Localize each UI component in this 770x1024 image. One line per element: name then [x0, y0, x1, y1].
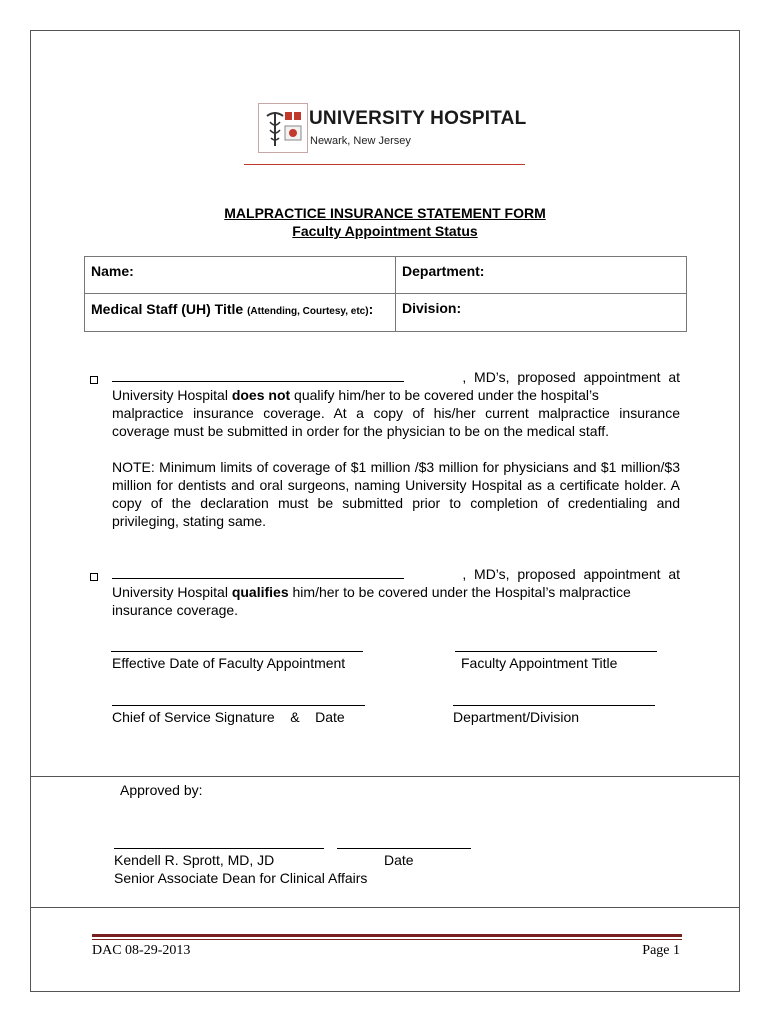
page-number: Page 1 [642, 943, 680, 958]
option1-rest: malpractice insurance coverage. At a copy of his/her current malpractice insurance coverage must be submitted in order for the physician to be on the medical staff. [112, 405, 680, 439]
name-label: Name: [91, 263, 134, 279]
dean-title: Senior Associate Dean for Clinical Affairs [114, 870, 368, 886]
staff-info-table [84, 256, 687, 332]
dept-division-label: Department/Division [453, 709, 580, 725]
physician-name-blank-1[interactable] [112, 369, 404, 382]
university-hospital-logo [258, 103, 527, 155]
form-subtitle: Faculty Appointment Status [292, 223, 478, 239]
qualifies-checkbox[interactable] [90, 573, 98, 581]
logo-wordmark: UNIVERSITY HOSPITAL [309, 108, 527, 129]
coverage-note: NOTE: Minimum limits of coverage of $1 million /$3 million for physicians and $1 million/$3 million for dentists and oral surgeons, naming University Hospital as a certificate holder. A copy of the declaration must be submitted prior to completion of credentialing and privileging, stating same. [112, 459, 680, 529]
dean-signature-line[interactable] [114, 848, 324, 849]
option2-line2-post: him/her to be covered under the Hospital’s malpractice [288, 584, 631, 600]
option2-line2-pre: University Hospital [112, 584, 232, 600]
effective-date-line[interactable] [111, 651, 363, 652]
option1-line2-pre: University Hospital [112, 387, 232, 403]
footer-rule-thin [92, 939, 682, 940]
division-field[interactable] [396, 294, 687, 332]
name-field[interactable] [85, 257, 396, 294]
footer-rule [92, 934, 682, 937]
does-not-qualify-checkbox[interactable] [90, 376, 98, 384]
chief-signature-line[interactable] [112, 705, 365, 706]
approval-date-line[interactable] [337, 848, 471, 849]
option1-line1-suffix: , MD’s, proposed appointment at [462, 369, 680, 385]
document-code: DAC 08-29-2013 [92, 943, 191, 958]
option-qualifies [112, 565, 680, 619]
department-label: Department: [402, 263, 485, 279]
dean-name: Kendell R. Sprott, MD, JD [114, 852, 275, 868]
option2-rest: insurance coverage. [112, 602, 239, 618]
staff-title-hint: (Attending, Courtesy, etc) [247, 306, 369, 317]
option2-line1-suffix: , MD’s, proposed appointment at [462, 566, 680, 582]
form-title: MALPRACTICE INSURANCE STATEMENT FORM [224, 205, 546, 221]
option1-line2-post: qualify him/her to be covered under the hospital’s [290, 387, 599, 403]
staff-title-field[interactable]: Medical Staff (UH) Title (Attending, Courtesy, etc): [85, 294, 396, 332]
chief-signature-label: Chief of Service Signature & Date [112, 709, 345, 725]
approval-date-label: Date [384, 852, 414, 868]
approved-by-label: Approved by: [120, 782, 203, 798]
option-does-not-qualify [112, 368, 680, 440]
division-label: Division: [402, 300, 462, 316]
effective-date-label: Effective Date of Faculty Appointment [112, 655, 346, 671]
option2-qualifies: qualifies [231, 584, 289, 600]
caduceus-emblem-icon [258, 103, 308, 153]
logo-location: Newark, New Jersey [310, 135, 411, 147]
staff-title-label: Medical Staff (UH) Title [91, 301, 244, 317]
logo-divider [244, 164, 525, 165]
physician-name-blank-2[interactable] [112, 566, 404, 579]
option1-does-not: does not [231, 387, 291, 403]
appointment-title-label: Faculty Appointment Title [461, 655, 618, 671]
appointment-title-line[interactable] [455, 651, 657, 652]
department-field[interactable] [396, 257, 687, 294]
dept-division-line[interactable] [453, 705, 655, 706]
